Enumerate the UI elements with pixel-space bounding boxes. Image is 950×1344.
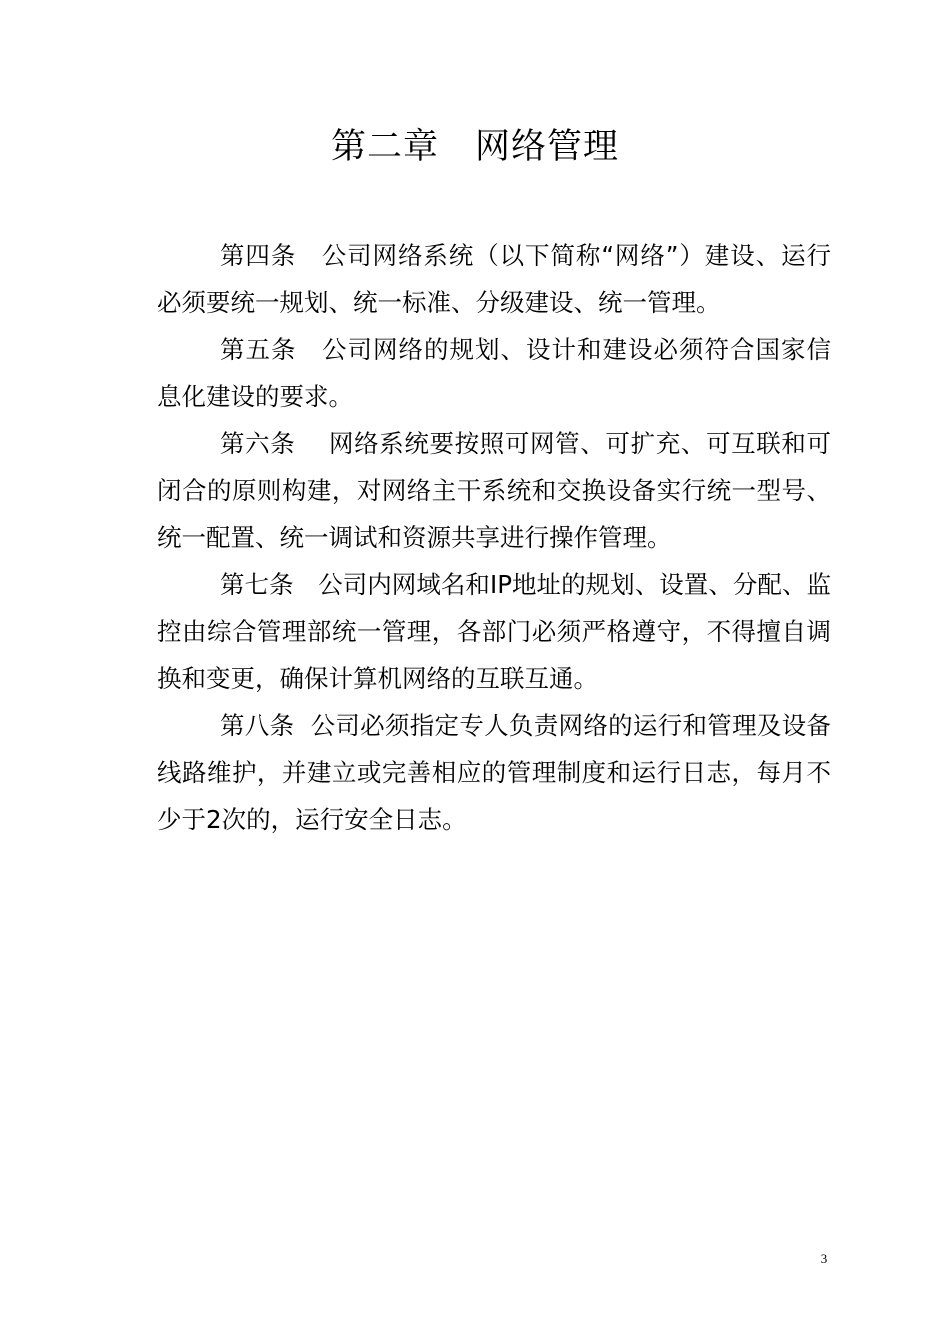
- article-number: 第七条: [220, 570, 319, 599]
- article-number: 第六条: [220, 429, 329, 458]
- article-number: 第五条: [220, 335, 322, 364]
- article-text: 公司网络系统（以下简称“网络”）建设、运行必须要统一规划、统一标准、分级建设、统一管理。: [157, 241, 831, 317]
- article-number: 第四条: [220, 241, 322, 270]
- chapter-title: 第二章 网络管理: [330, 127, 619, 167]
- article-8: [157, 702, 831, 843]
- article-7: [157, 561, 831, 702]
- article-5: [157, 326, 831, 420]
- article-text: 公司网络的规划、设计和建设必须符合国家信息化建设的要求。: [157, 335, 831, 411]
- article-text: 公司必须指定专人负责网络的运行和管理及设备线路维护，并建立或完善相应的管理制度和运行日志，每月不少于2次的，运行安全日志。: [157, 711, 831, 834]
- article-list: [157, 232, 831, 843]
- article-6: [157, 420, 831, 561]
- article-number: 第八条: [220, 711, 311, 740]
- page-number: 3: [820, 1251, 828, 1266]
- article-text: 公司内网域名和IP地址的规划、设置、分配、监控由综合管理部统一管理，各部门必须严格遵守，不得擅自调换和变更，确保计算机网络的互联互通。: [157, 570, 832, 693]
- article-text: 网络系统要按照可网管、可扩充、可互联和可闭合的原则构建，对网络主干系统和交换设备实行统一型号、统一配置、统一调试和资源共享进行操作管理。: [157, 429, 832, 552]
- article-4: [157, 232, 831, 326]
